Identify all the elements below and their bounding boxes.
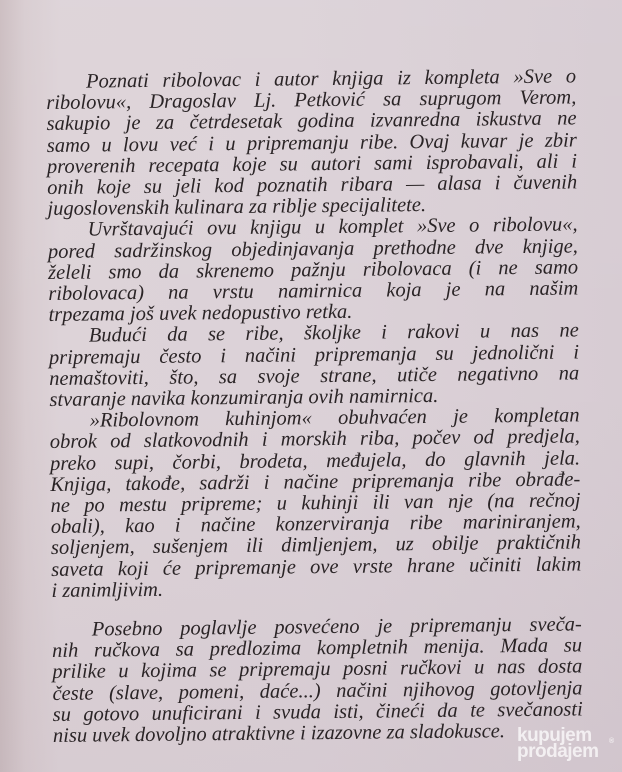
text-line: Poznati ribolovac i autor knjiga iz kompleta »Sve o <box>85 65 577 93</box>
watermark-line-2: prodajem <box>517 741 599 762</box>
text-line: Budući da se ribe, školjke i rakovi u nas ne <box>88 319 579 348</box>
text-line: samo u lovu već i u pripremanju ribe. Ovaj kuvar je zbir <box>46 129 577 157</box>
text-line: soljenjem, sušenjem ili dimljenjem, uz obilje praktičnih <box>50 531 582 560</box>
text-line: nisu uvek dovoljno atraktivne i izazovne za sladokusce. <box>52 720 506 748</box>
text-line: »Ribolovnom kuhinjom« obuhvaćen je kompletan <box>89 404 580 432</box>
text-line: su gotovo unuficirani i svuda isti, čineći da te svečanosti <box>52 698 583 726</box>
text-line: i zanimljivim. <box>51 578 164 602</box>
text-line: prilike u kojima se pripremaju posni ručkovi u nas dosta <box>52 655 583 684</box>
text-line: stvaranje navika konzumiranja ovih namirnica. <box>49 384 439 412</box>
text-line: želeli smo da skrenemo pažnju ribolovaca (i ne samo <box>47 256 579 284</box>
text-line: nih ručkova sa predlozima kompletnih menija. Mada su <box>51 634 583 663</box>
text-line: sakupio je za četrdesetak godina izvanredna iskustva ne <box>46 107 577 136</box>
watermark-logo <box>517 725 617 762</box>
watermark-line-1: kupujem <box>517 725 592 746</box>
text-line: trpezama još uvek nedopustivo retka. <box>48 301 353 327</box>
text-line: obrok od slatkovodnih i morskih riba, počev od predjela, <box>49 425 580 454</box>
text-line: pored sadržinskog objedinjavanja prethodne dve knjige, <box>47 235 578 263</box>
body-text <box>46 66 583 747</box>
text-line: obali), kao i načine konzerviranja ribe mariniranjem, <box>50 510 581 539</box>
text-line: česte (slave, pomeni, daće...) načini njihovog gotovljenja <box>52 677 583 705</box>
text-line: Uvrštavajući ovu knjigu u komplet »Sve o ribolovu«, <box>87 213 578 241</box>
text-line: ne po mestu pripreme; u kuhinji ili van nje (na rečnoj <box>50 489 581 518</box>
text-line: ribolovaca) na vrstu namirnica koja je na našim <box>48 277 579 306</box>
text-line: Knjiga, takođe, sadrži i načine pripremanja ribe obrađe- <box>50 468 581 496</box>
text-line: Posebno poglavlje posvećeno je pripremanju sveča- <box>91 613 582 641</box>
text-line: jugoslovenskih kulinara za riblje specijalitete. <box>47 194 427 221</box>
text-line: nemaštoviti, što, sa svoje strane, utiče negativno na <box>49 362 580 390</box>
text-line: saveta koji će pripremanje ove vrste hrane učiniti lakim <box>51 553 582 581</box>
text-line: onih koje su jeli kod poznatih ribara — alasa i čuvenih <box>47 171 578 200</box>
text-line: pripremaju često i načini pripremanja su jednolični i <box>48 341 580 369</box>
registered-mark-icon: ® <box>609 738 614 745</box>
text-line: ribolovu«, Dragoslav Lj. Petković sa suprugom Verom, <box>46 86 577 115</box>
text-line: proverenih recepata koje su autori sami isprobavali, ali i <box>46 150 578 178</box>
text-line: preko supi, čorbi, brodeta, međujela, do glavnih jela. <box>49 447 581 475</box>
